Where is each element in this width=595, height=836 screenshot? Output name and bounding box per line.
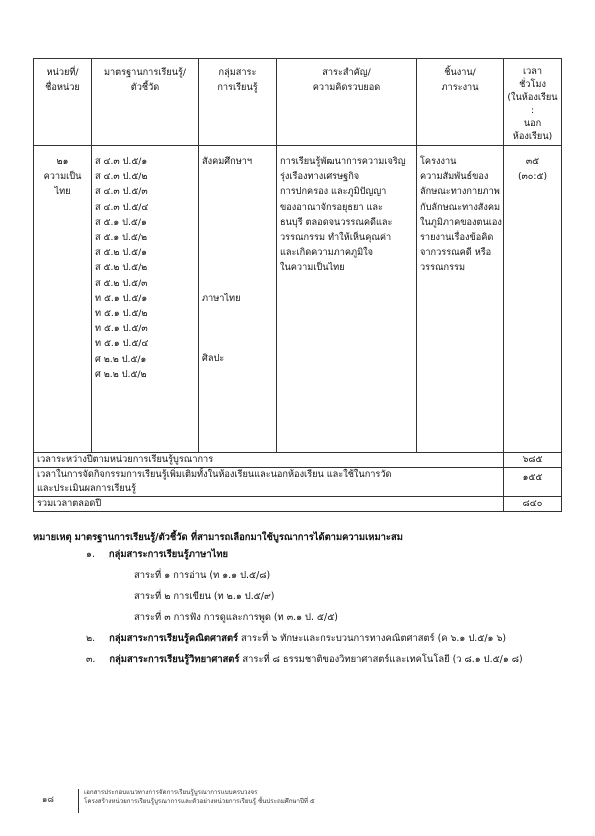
cell-line: ส ๕.๒ ป.๕/๓ (95, 277, 148, 289)
header-standard (92, 59, 199, 146)
cell-line: หน่วยที่/ (46, 67, 79, 78)
note-number: ๑. (86, 549, 95, 560)
summary-label: รวมเวลาตลอดปี (34, 497, 504, 512)
cell-line: รายงานเรื่องข้อคิด (420, 232, 494, 244)
cell-line: ท ๕.๑ ป.๕/๑ (95, 292, 148, 304)
cell-line: ในภูมิภาคของตนเอง (420, 216, 502, 228)
cell-line: รุ่งเรืองทางเศรษฐกิจ (280, 171, 360, 183)
cell-line: ๒๑ (56, 156, 69, 167)
group-social: สังคมศึกษาฯ (202, 156, 253, 167)
cell-line: ศ ๒.๒ ป.๕/๒ (95, 368, 147, 380)
cell-line: สาระสำคัญ/ (322, 67, 371, 78)
cell-line: ส ๕.๑ ป.๕/๑ (95, 216, 147, 228)
cell-line: ศ ๒.๒ ป.๕/๑ (95, 353, 147, 365)
cell-line: ส ๕.๒ ป.๕/๒ (95, 262, 148, 274)
group-art: ศิลปะ (202, 353, 225, 365)
header-unit (34, 59, 92, 146)
cell-line: ส ๔.๓ ป.๕/๓ (95, 186, 148, 198)
task-cell (417, 146, 504, 453)
cell-line: วรรณกรรม ทำให้เห็นคุณค่า (280, 232, 392, 244)
header-task (417, 59, 504, 146)
summary-label: เวลาในการจัดกิจกรรมการเรียนรู้เพิ่มเติมทั้งในห้องเรียนและนอกห้องเรียน และใช้ในการวัด และประเมินผลการเรียนรู้ (34, 468, 504, 497)
cell-line: ส ๔.๓ ป.๕/๔ (95, 201, 149, 213)
cell-line: มาตรฐานการเรียนรู้/ (103, 67, 187, 78)
cell-line: กับลักษณะทางสังคม (420, 201, 501, 213)
note-sub: สาระที่ ๓ การฟัง การดูและการพูด (ท ๓.๑ ป. ๕/๕) (134, 612, 338, 623)
summary-value: ๘๔๐ (504, 497, 562, 512)
table-row (34, 146, 562, 453)
note-title: กลุ่มสาระการเรียนรู้วิทยาศาสตร์ (109, 654, 240, 665)
cell-line: ธนบุรี ตลอดจนวรรณคดีและ (280, 216, 393, 228)
cell-line: นอกห้องเรียน) (512, 118, 553, 142)
group-thai: ภาษาไทย (202, 292, 241, 304)
note-number: ๓. (86, 654, 96, 665)
cell-line: (ในห้องเรียน : (507, 92, 558, 116)
cell-line: ของอาณาจักรอยุธยา และ (280, 201, 383, 213)
footer-line: เอกสารประกอบแนวทางการจัดการเรียนรู้บูรณาการแบบครบวงจร (84, 789, 258, 796)
cell-line: การเรียนรู้พัฒนาการความเจริญ (280, 156, 406, 167)
cell-line: ท ๕.๑ ป.๕/๔ (95, 338, 149, 350)
concept-cell (277, 146, 417, 453)
cell-line: ความเป็น (43, 171, 82, 183)
cell-line: ชื่อหน่วย (45, 82, 80, 93)
header-group (199, 59, 277, 146)
summary-row (34, 468, 562, 497)
cell-line: ความสัมพันธ์ของ (420, 171, 489, 183)
note-detail: สาระที่ ๘ ธรรมชาติของวิทยาศาสตร์และเทคโนโลยี (ว ๘.๑ ป.๕/๑ ๘) (239, 654, 523, 665)
cell-line: ชั่วโมง (519, 79, 546, 90)
unit-cell (34, 146, 92, 453)
notes-intro: มาตรฐานการเรียนรู้/ตัวชี้วัด ที่สามารถเลือกมาใช้บูรณาการได้ตามความเหมาะสม (74, 532, 403, 543)
cell-line: ในความเป็นไทย (280, 262, 345, 274)
cell-line: ลักษณะทางกายภาพ (420, 186, 500, 198)
cell-line: ส ๔.๓ ป.๕/๑ (95, 156, 148, 167)
header-concept (277, 59, 417, 146)
cell-line: และเกิดความภาคภูมิใจ (280, 247, 374, 259)
cell-line: การเรียนรู้ (217, 82, 258, 93)
header-time (504, 59, 562, 146)
page-number: ๑๘ (42, 795, 54, 805)
cell-line: ภาระงาน (441, 82, 479, 93)
summary-value: ๑๕๕ (504, 468, 562, 497)
notes-heading: หมายเหตุ (33, 532, 72, 543)
cell-line: ไทย (54, 186, 71, 198)
table-header-row (34, 59, 562, 146)
note-detail: สาระที่ ๖ ทักษะและกระบวนการทางคณิตศาสตร์ (ค ๖.๑ ป.๕/๑ ๖) (238, 633, 507, 644)
cell-line: ส ๔.๓ ป.๕/๒ (95, 171, 148, 183)
cell-line: โครงงาน (420, 156, 457, 167)
standards-cell (92, 146, 199, 453)
cell-line: (๓๐:๕) (517, 171, 548, 183)
note-title: กลุ่มสาระการเรียนรู้คณิตศาสตร์ (109, 633, 239, 644)
summary-row (34, 453, 562, 468)
cell-line: วรรณกรรม (420, 262, 466, 274)
summary-label: เวลาระหว่างปีตามหน่วยการเรียนรู้บูรณาการ (34, 453, 504, 468)
cell-line: ความคิดรวบยอด (312, 82, 381, 93)
cell-line: ส ๕.๒ ป.๕/๑ (95, 247, 148, 259)
note-sub: สาระที่ ๒ การเขียน (ท ๒.๑ ป.๕/๙) (134, 591, 275, 602)
summary-value: ๖๘๕ (504, 453, 562, 468)
cell-line: การปกครอง และภูมิปัญญา (280, 186, 387, 198)
cell-line: ชิ้นงาน/ (444, 67, 476, 78)
footer-divider (78, 789, 79, 813)
curriculum-table (33, 58, 562, 512)
time-cell (504, 146, 562, 453)
cell-line: กลุ่มสาระ (218, 67, 257, 78)
cell-line: จากวรรณคดี หรือ (420, 247, 492, 259)
summary-row (34, 497, 562, 512)
cell-line: ๓๕ (525, 156, 540, 167)
footer-line: โครงสร้างหน่วยการเรียนรู้บูรณาการและตัวอย่างหน่วยการเรียนรู้ ชั้นประถมศึกษาปีที่ ๕ (84, 798, 315, 805)
note-title: กลุ่มสาระการเรียนรู้ภาษาไทย (108, 549, 228, 560)
cell-line: ท ๕.๑ ป.๕/๒ (95, 308, 148, 320)
note-sub: สาระที่ ๑ การอ่าน (ท ๑.๑ ป.๕/๘) (134, 570, 271, 581)
cell-line: ท ๕.๑ ป.๕/๓ (95, 323, 148, 335)
cell-line: เวลา (522, 66, 543, 77)
note-number: ๒. (86, 633, 96, 644)
group-cell (199, 146, 277, 453)
cell-line: ตัวชี้วัด (130, 82, 160, 93)
cell-line: ส ๕.๑ ป.๕/๒ (95, 232, 148, 244)
